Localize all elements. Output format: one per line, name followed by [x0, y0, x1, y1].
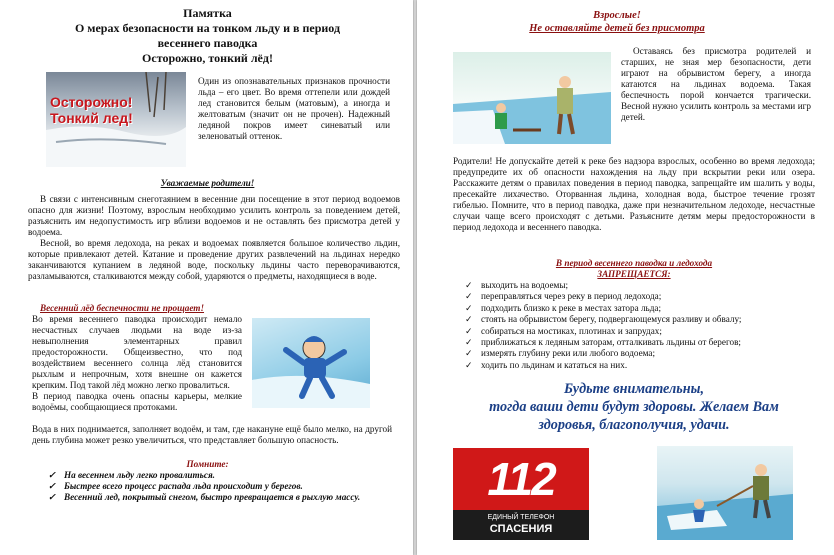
parents-section	[28, 194, 400, 282]
warning-image-caption	[50, 94, 182, 126]
ice-rescue-illustration	[657, 446, 793, 540]
thin-ice-warning-image	[46, 72, 186, 167]
forbidden-item: ✓ ходить по льдинам и кататься на них.	[463, 360, 823, 371]
closing-line-3: здоровья, благополучия, удачи.	[538, 417, 730, 433]
forbidden-item: ✓ собираться на мостиках, плотинах и запрудах;	[463, 326, 823, 337]
forbidden-item: ✓ переправляться через реку в период ледохода;	[463, 291, 823, 302]
remember-item: ✓ Весенний лед, покрытый снегом, быстро превращается в рыхлую массу.	[46, 492, 406, 503]
unattended-children-text: Оставаясь без присмотра родителей и старших, не зная мер безопасности, дети играют на обрывистом берегу, а иногда катаются на льдинах водоема. Такая беспечность порой кончается трагически. Весной нужно усилить контроль за местами игр детей.	[621, 46, 811, 122]
emergency-number: 112	[487, 453, 555, 505]
ice-color-text: Один из опознавательных признаков прочности льда – его цвет. Во время оттепели или дождей лед становится белым (матовым), а иногда и желтоватым (значит он не прочен). Надежный ледяной покров имеет синеватый или зеленоватый оттенок.	[198, 76, 390, 141]
left-page	[0, 0, 413, 555]
parents-paragraph-2: Весной, во время ледохода, на реках и водоемах появляется большое количество льдин, которые привлекают детей. Катание и проведение других развлечений на льдинах нередко заканчиваются купанием в ледяной воде, поскольку льдины часто переворачиваются, разламываются, сталкиваются между собой, ударяются о предметы, находящиеся в воде.	[28, 238, 400, 281]
emergency-line-2: СПАСЕНИЯ	[489, 523, 553, 535]
spring-ice-heading: Весенний лёд беспечности не прощает!	[40, 303, 205, 313]
right-page	[417, 0, 834, 555]
parents-heading: Уважаемые родители!	[160, 178, 255, 188]
parents-paragraph-1: В связи с интенсивным снеготаянием в весенние дни посещение в этот период водоемов опасно для жизни! Поэтому, взрослым необходимо усилить контроль за поведением детей, разъяснить им недопустимость игр вблизи водоемов и не оставлять без присмотра детей у водоема.	[28, 194, 400, 237]
adults-heading: Взрослые!	[593, 10, 641, 21]
child-slipping-illustration	[252, 318, 370, 408]
forbidden-item: ✓ стоять на обрывистом берегу, подвергающемуся разливу и обвалу;	[463, 314, 823, 325]
adults-subheading: Не оставляйте детей без присмотра	[529, 23, 705, 34]
closing-line-2: тогда ваши дети будут здоровы. Желаем Вам	[489, 399, 779, 415]
remember-item: ✓ Быстрее всего процесс распада льда происходит у берегов.	[46, 481, 406, 492]
title-line-2: О мерах безопасности на тонком льду и в период весеннего паводка	[74, 21, 341, 50]
remember-item: ✓ На весеннем льду легко провалиться.	[46, 470, 406, 481]
emergency-line-1: ЕДИНЫЙ ТЕЛЕФОН	[487, 514, 555, 521]
forbidden-item: ✓ выходить на водоемы;	[463, 280, 823, 291]
title-line-3: Осторожно, тонкий лёд!	[142, 51, 273, 65]
flood-depth-text: Вода в них поднимается, заполняет водоём, и там, где накануне ещё было мелко, на другой день глубина может резко увеличиться, что представляет большую опасность.	[32, 424, 392, 445]
spring-ice-text	[32, 314, 242, 413]
forbidden-heading: ЗАПРЕЩАЕТСЯ:	[597, 269, 671, 279]
remember-heading: Помните:	[186, 459, 229, 469]
forbidden-item: ✓ измерять глубину реки или любого водоема;	[463, 348, 823, 359]
closing-line-1: Будьте внимательны,	[563, 381, 705, 397]
memo-title	[10, 6, 405, 66]
flood-period-heading: В период весеннего паводка и ледохода	[555, 258, 713, 268]
remember-list	[46, 470, 406, 503]
forbidden-item: ✓ подходить близко к реке в местах затора льда;	[463, 303, 823, 314]
spring-paragraph-2: В период паводка очень опасны карьеры, мелкие водоёмы, сообщающиеся протоками.	[32, 391, 242, 412]
forbidden-list	[463, 280, 823, 371]
children-on-riverbank-image	[453, 52, 611, 144]
warning-caption-line-2: Тонкий лед!	[50, 110, 133, 126]
ice-rescue-image	[657, 446, 793, 540]
forbidden-item: ✓ приближаться к ледяным заторам, отталкивать льдины от берегов;	[463, 337, 823, 348]
child-falling-image	[252, 318, 370, 408]
closing-message	[453, 380, 815, 434]
warning-caption-line-1: Осторожно!	[50, 94, 133, 110]
children-ice-illustration	[453, 52, 611, 144]
emergency-112-logo	[453, 448, 589, 540]
parents-warning-text: Родители! Не допускайте детей к реке без надзора взрослых, особенно во время ледохода; предупредите их об опасности нахождения на льду при вскрытии реки или озера. Расскажите детям о правилах поведения в период паводка, запрещайте им шалить у воды, пресекайте лихачество. Оторванная льдина, холодная вода, быстрое течение грозят гибелью. Помните, что в период паводка, даже при незначительном ледоходе, несчастные случаи чаще всего происходят с детьми. Разъясните детям меры предосторожности в период ледохода и весеннего паводка.	[453, 156, 815, 232]
title-line-1: Памятка	[183, 6, 232, 20]
spring-paragraph-1: Во время весеннего паводка происходит немало несчастных случаев людьми на воде из-за невыполнения элементарных правил предосторожности. Общеизвестно, что под воздействием весеннего солнца лёд становится рыхлым и непрочным, хотя внешне он кажется крепким. Под такой лёд можно легко провалиться.	[32, 314, 242, 390]
